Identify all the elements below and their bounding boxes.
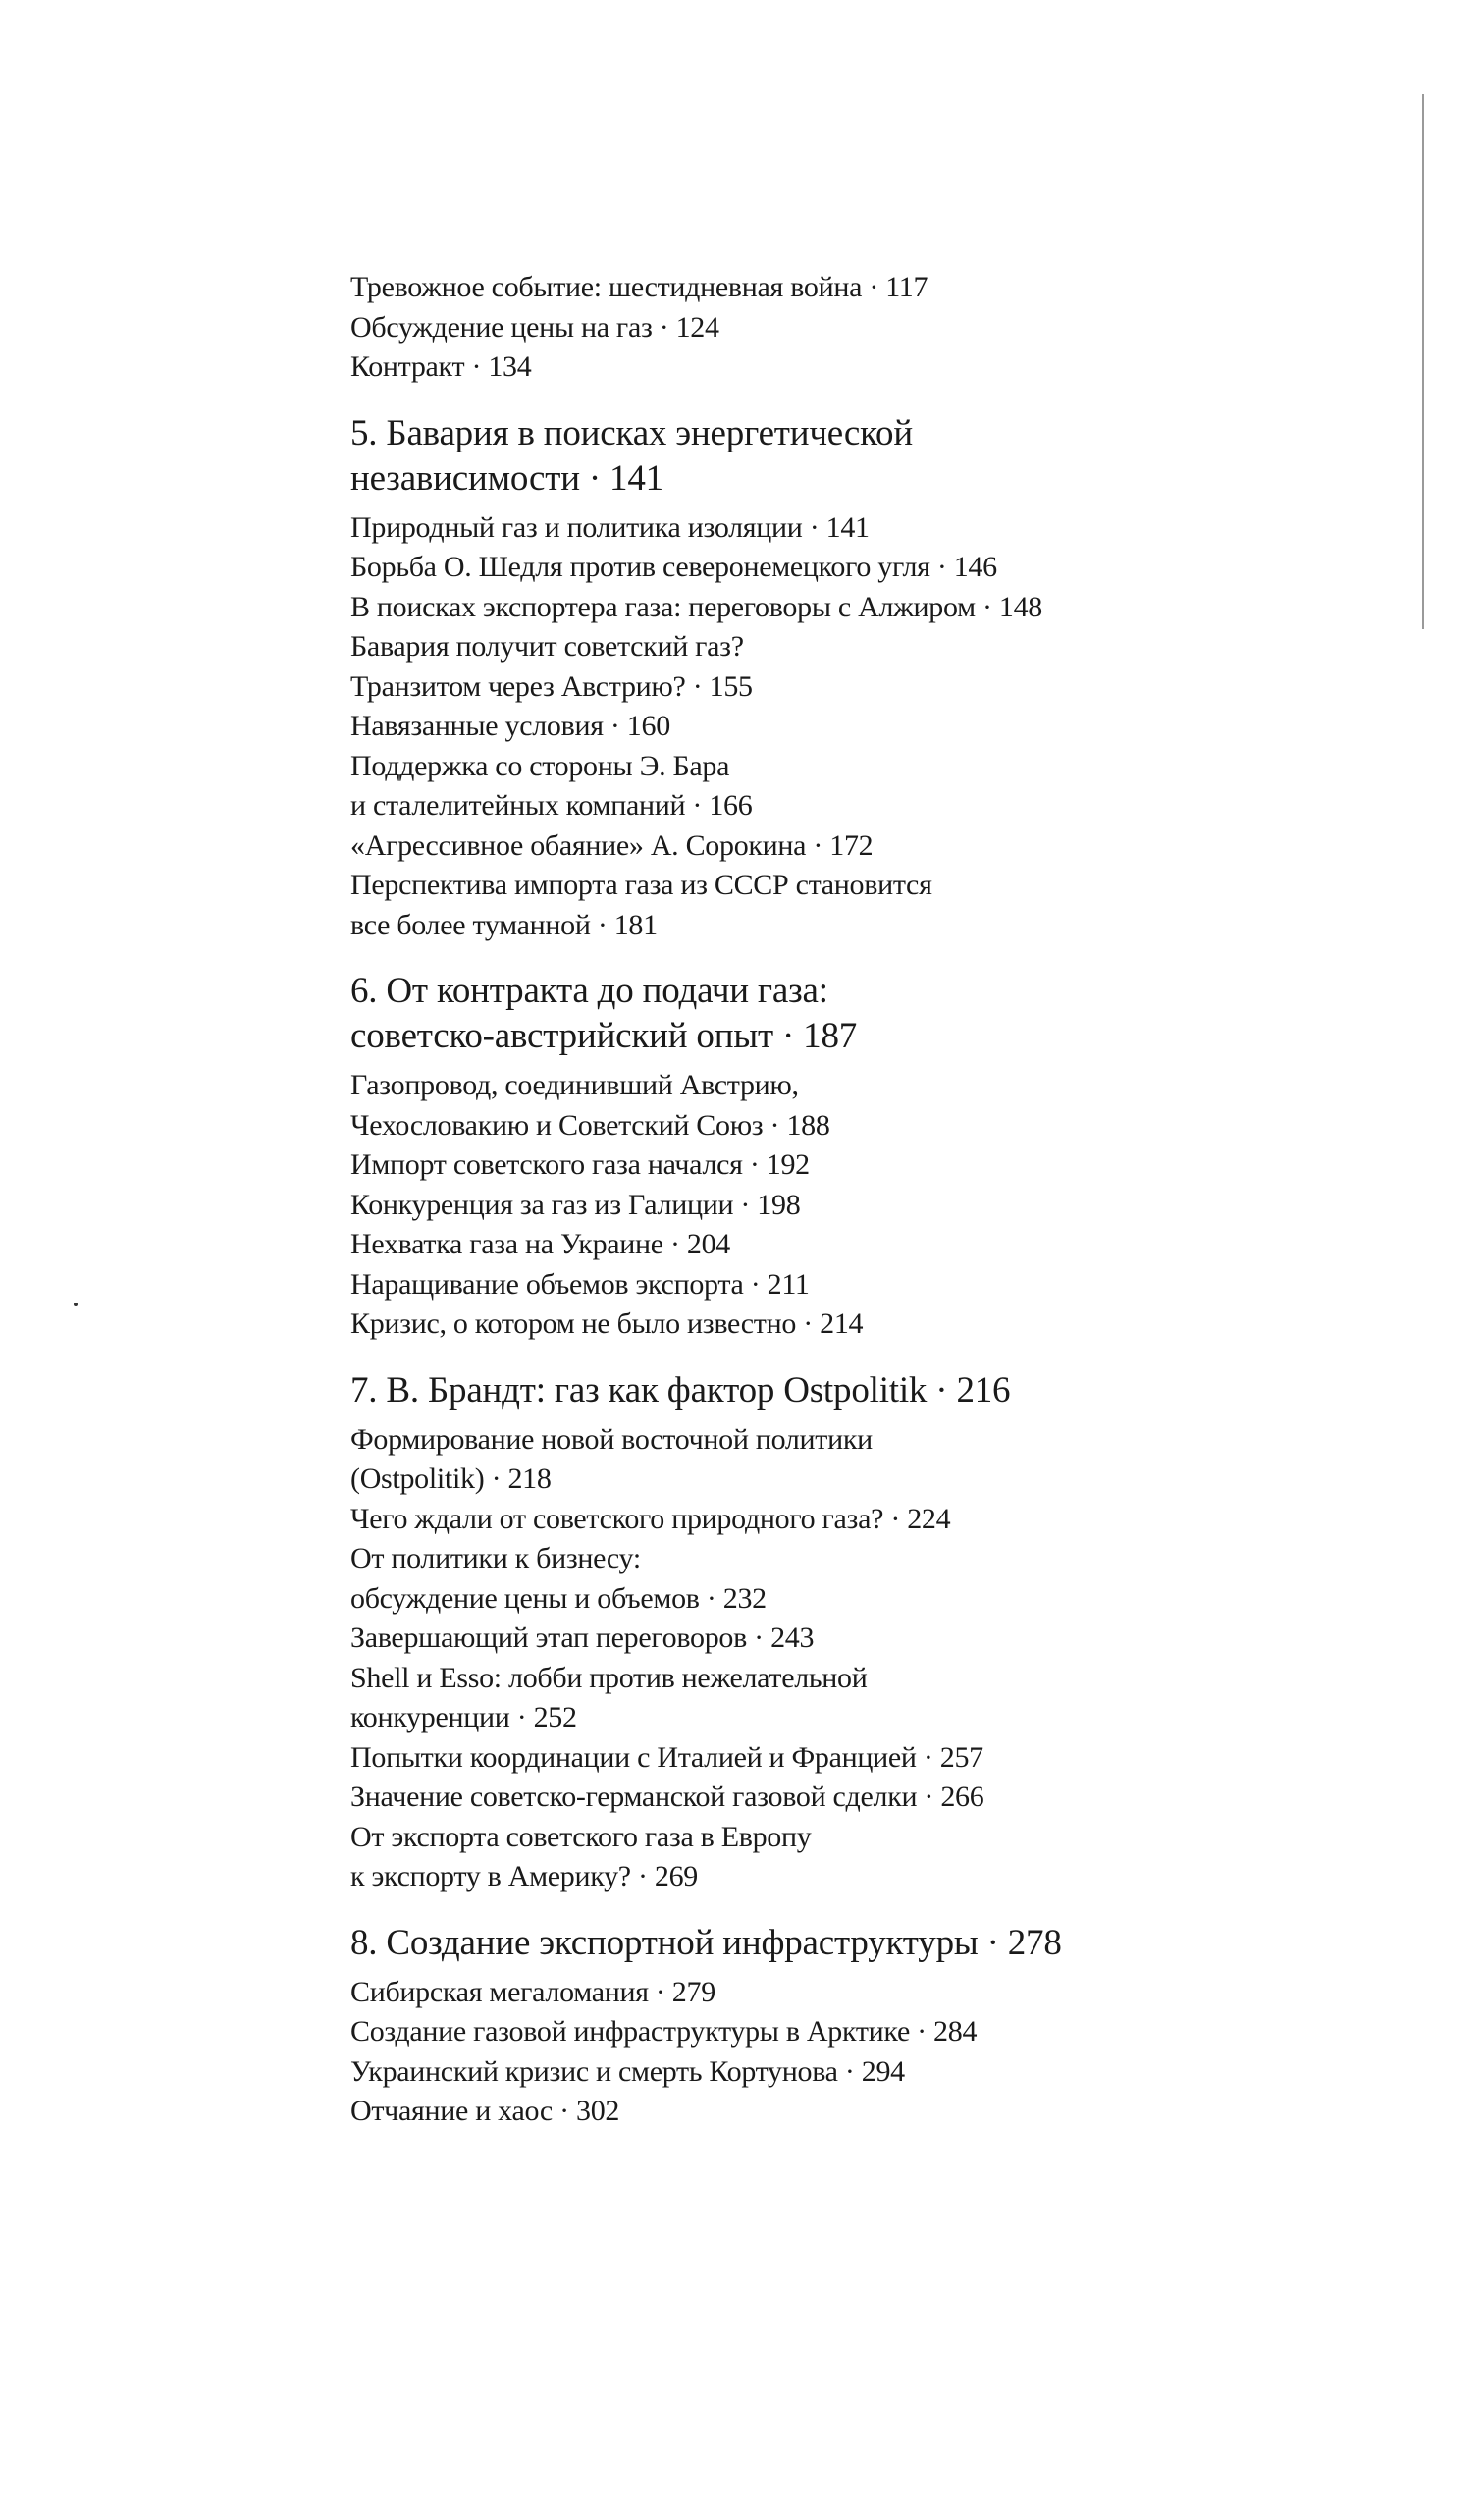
toc-entry: Перспектива импорта газа из СССР становится все более туманной · 181 [350,869,932,941]
toc-entry: Сибирская мегаломания · 279 [350,1975,716,2008]
chapter-8 [350,1921,1332,2132]
toc-entry: Борьба О. Шедля против северонемецкого угля · 146 [350,551,997,583]
chapter-7 [350,1368,1332,1897]
toc-entry: Значение советско-германской газовой сделки · 266 [350,1781,984,1813]
chapter-heading: 6. От контракта до подачи газа: советско-австрийский опыт · 187 [350,971,858,1056]
toc-entry: Попытки координации с Италией и Францией · 257 [350,1740,983,1774]
toc-entry: Чего ждали от советского природного газа? · 224 [350,1502,951,1535]
toc-entry: «Агрессивное обаяние» А. Сорокина · 172 [350,828,874,862]
toc-entry: Обсуждение цены на газ · 124 [350,310,719,344]
toc-entry: Тревожное событие: шестидневная война · 117 [350,271,928,303]
toc-entry: Отчаяние и хаос · 302 [350,2095,620,2127]
scan-speck [74,1303,78,1306]
toc-entry: Украинский кризис и смерть Кортунова · 294 [350,2054,905,2088]
table-of-contents [350,268,1332,2132]
intro-items [350,268,1332,388]
toc-entry: Поддержка со стороны Э. Бара и сталелитейных компаний · 166 [350,749,753,822]
toc-entry: Нехватка газа на Украине · 204 [350,1228,731,1260]
toc-entry: От политики к бизнесу: обсуждение цены и объемов · 232 [350,1542,767,1615]
toc-entry: Конкуренция за газ из Галиции · 198 [350,1188,801,1221]
chapter-6 [350,969,1332,1345]
toc-entry: Формирование новой восточной политики (Ostpolitik) · 218 [350,1422,873,1495]
toc-entry: Кризис, о котором не было известно · 214 [350,1307,864,1340]
chapter-5 [350,411,1332,946]
toc-entry: Завершающий этап переговоров · 243 [350,1622,815,1654]
chapter-heading: 5. Бавария в поисках энергетической независимости · 141 [350,412,913,499]
toc-entry: Наращивание объемов экспорта · 211 [350,1267,810,1301]
toc-entry: От экспорта советского газа в Европу к экспорту в Америку? · 269 [350,1820,812,1892]
chapter-heading: 8. Создание экспортной инфраструктуры · 278 [350,1922,1062,1963]
toc-entry: Импорт советского газа начался · 192 [350,1148,810,1181]
chapter-heading: 7. В. Брандт: газ как фактор Ostpolitik · 216 [350,1369,1011,1410]
toc-entry: Shell и Esso: лобби против нежелательной конкуренции · 252 [350,1661,868,1733]
toc-entry: Природный газ и политика изоляции · 141 [350,510,870,544]
toc-entry: Навязанные условия · 160 [350,710,670,742]
toc-entry: Создание газовой инфраструктуры в Арктике · 284 [350,2015,978,2048]
toc-entry: Контракт · 134 [350,350,532,383]
toc-entry: Бавария получит советский газ? Транзитом через Австрию? · 155 [350,630,753,703]
page-edge-line [1422,94,1424,629]
toc-entry: Газопровод, соединивший Австрию, Чехословакию и Советский Союз · 188 [350,1069,830,1142]
toc-entry: В поисках экспортера газа: переговоры с Алжиром · 148 [350,590,1043,623]
